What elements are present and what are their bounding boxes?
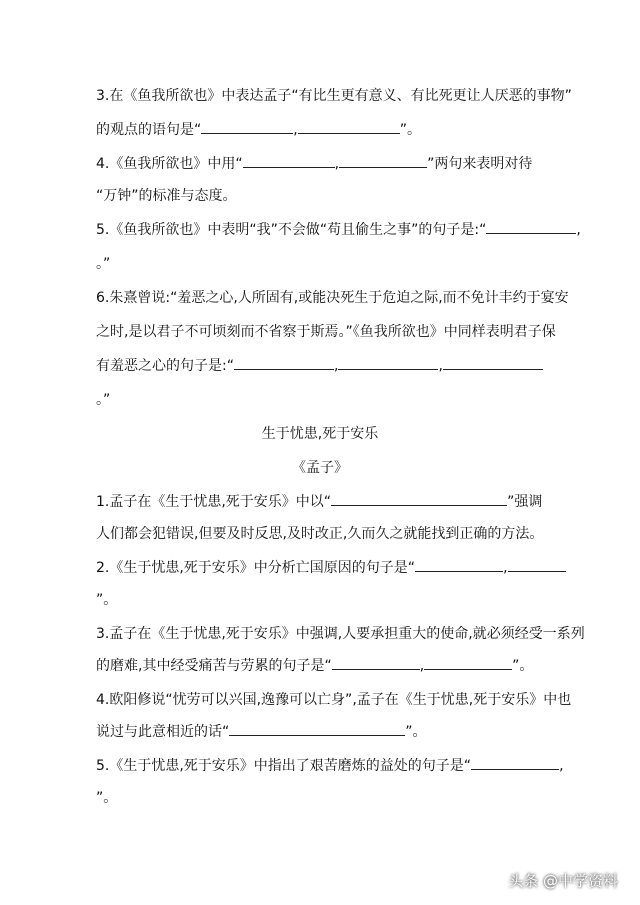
question-1b-line-1 — [96, 492, 542, 512]
question-6a-line-1 — [96, 288, 569, 308]
separator: , — [419, 658, 425, 674]
answer-blank[interactable] — [339, 155, 427, 168]
answer-blank[interactable] — [234, 357, 334, 370]
question-3b-line-1 — [96, 624, 585, 644]
answer-blank[interactable] — [201, 121, 293, 134]
question-text: 的观点的语句是“ — [96, 122, 202, 138]
question-3a-line-1 — [96, 86, 572, 106]
question-6a-line-4 — [96, 390, 110, 410]
question-text: 人们都会犯错误,但要及时反思,及时改正,久而久之就能找到正确的方法。 — [96, 526, 544, 542]
answer-blank[interactable] — [338, 357, 438, 370]
separator: , — [334, 156, 340, 172]
question-4a-line-2 — [96, 186, 237, 206]
answer-blank[interactable] — [332, 657, 420, 670]
question-1b-line-2 — [96, 524, 543, 544]
question-text: ”。 — [399, 122, 421, 138]
question-text: 4.欧阳修说“忧劳可以兴国,逸豫可以亡身”,孟子在《生于忧患,死于安乐》中也 — [96, 692, 572, 708]
question-5b-line-1 — [96, 756, 564, 776]
question-text: 6.朱熹曾说:“羞恶之心,人所固有,或能决死生于危迫之际,而不免计丰约于宴安 — [96, 290, 569, 306]
question-text: ”。 — [405, 724, 427, 740]
question-5b-line-2 — [96, 788, 117, 808]
question-text: 之时,是以君子不可顷刻而不省察于斯焉。”《鱼我所欲也》中同样表明君子保 — [96, 324, 556, 340]
question-6a-line-3 — [96, 356, 543, 376]
question-text: ”。 — [512, 658, 534, 674]
question-text: 的磨难,其中经受痛苦与劳累的句子是“ — [96, 658, 332, 674]
question-text: ”。 — [96, 592, 118, 608]
section-title: 生于忧患,死于安乐 — [261, 426, 379, 442]
answer-blank[interactable] — [298, 121, 400, 134]
question-text: 5.《鱼我所欲也》中表明“我”不会做“苟且偷生之事”的句子是:“ — [96, 222, 487, 238]
question-text: 5.《生于忧患,死于安乐》中指出了艰苦磨炼的益处的句子是“ — [96, 758, 472, 774]
answer-blank[interactable] — [443, 357, 543, 370]
question-text: 说过与此意相近的话“ — [96, 724, 230, 740]
separator: , — [503, 560, 508, 576]
answer-blank[interactable] — [424, 657, 512, 670]
question-4a-line-1 — [96, 154, 532, 174]
question-text: 1.孟子在《生于忧患,死于安乐》中以“ — [96, 494, 332, 510]
question-text: 3.在《鱼我所欲也》中表达孟子“有比生更有意义、有比死更让人厌恶的事物” — [96, 88, 572, 104]
question-text: 2.《生于忧患,死于安乐》中分析亡国原因的句子是“ — [96, 560, 416, 576]
question-6a-line-2 — [96, 322, 556, 342]
question-text: 4.《鱼我所欲也》中用“ — [96, 156, 243, 172]
question-2b-line-1 — [96, 558, 566, 578]
question-5a-line-1 — [96, 220, 581, 240]
question-text: 有羞恶之心的句子是:“ — [96, 358, 234, 374]
question-text: ”两句来表明对待 — [427, 156, 533, 172]
answer-blank[interactable] — [471, 757, 559, 770]
question-text: 。” — [96, 256, 111, 272]
separator: , — [576, 222, 581, 238]
answer-blank[interactable] — [486, 221, 576, 234]
question-4b-line-1 — [96, 690, 571, 710]
separator: , — [559, 758, 564, 774]
question-text: ”。 — [96, 790, 118, 806]
question-3a-line-2 — [96, 120, 421, 140]
answer-blank[interactable] — [508, 559, 566, 572]
section-author: 《孟子》 — [292, 460, 348, 476]
separator: , — [438, 358, 443, 374]
question-3b-line-2 — [96, 656, 533, 676]
answer-blank[interactable] — [331, 493, 507, 506]
separator: , — [333, 358, 339, 374]
question-text: 3.孟子在《生于忧患,死于安乐》中强调,人要承担重大的使命,就必须经受一系列 — [96, 626, 585, 642]
answer-blank[interactable] — [229, 723, 405, 736]
answer-blank[interactable] — [415, 559, 503, 572]
question-4b-line-2 — [96, 722, 427, 742]
watermark: 头条 @中学资料 — [508, 872, 618, 890]
question-text: “万钟”的标准与态度。 — [96, 188, 237, 204]
question-5a-line-2 — [96, 254, 110, 274]
question-text: ”强调 — [507, 494, 543, 510]
question-text: 。” — [96, 392, 111, 408]
separator: , — [293, 122, 298, 138]
question-2b-line-2 — [96, 590, 117, 610]
answer-blank[interactable] — [243, 155, 335, 168]
